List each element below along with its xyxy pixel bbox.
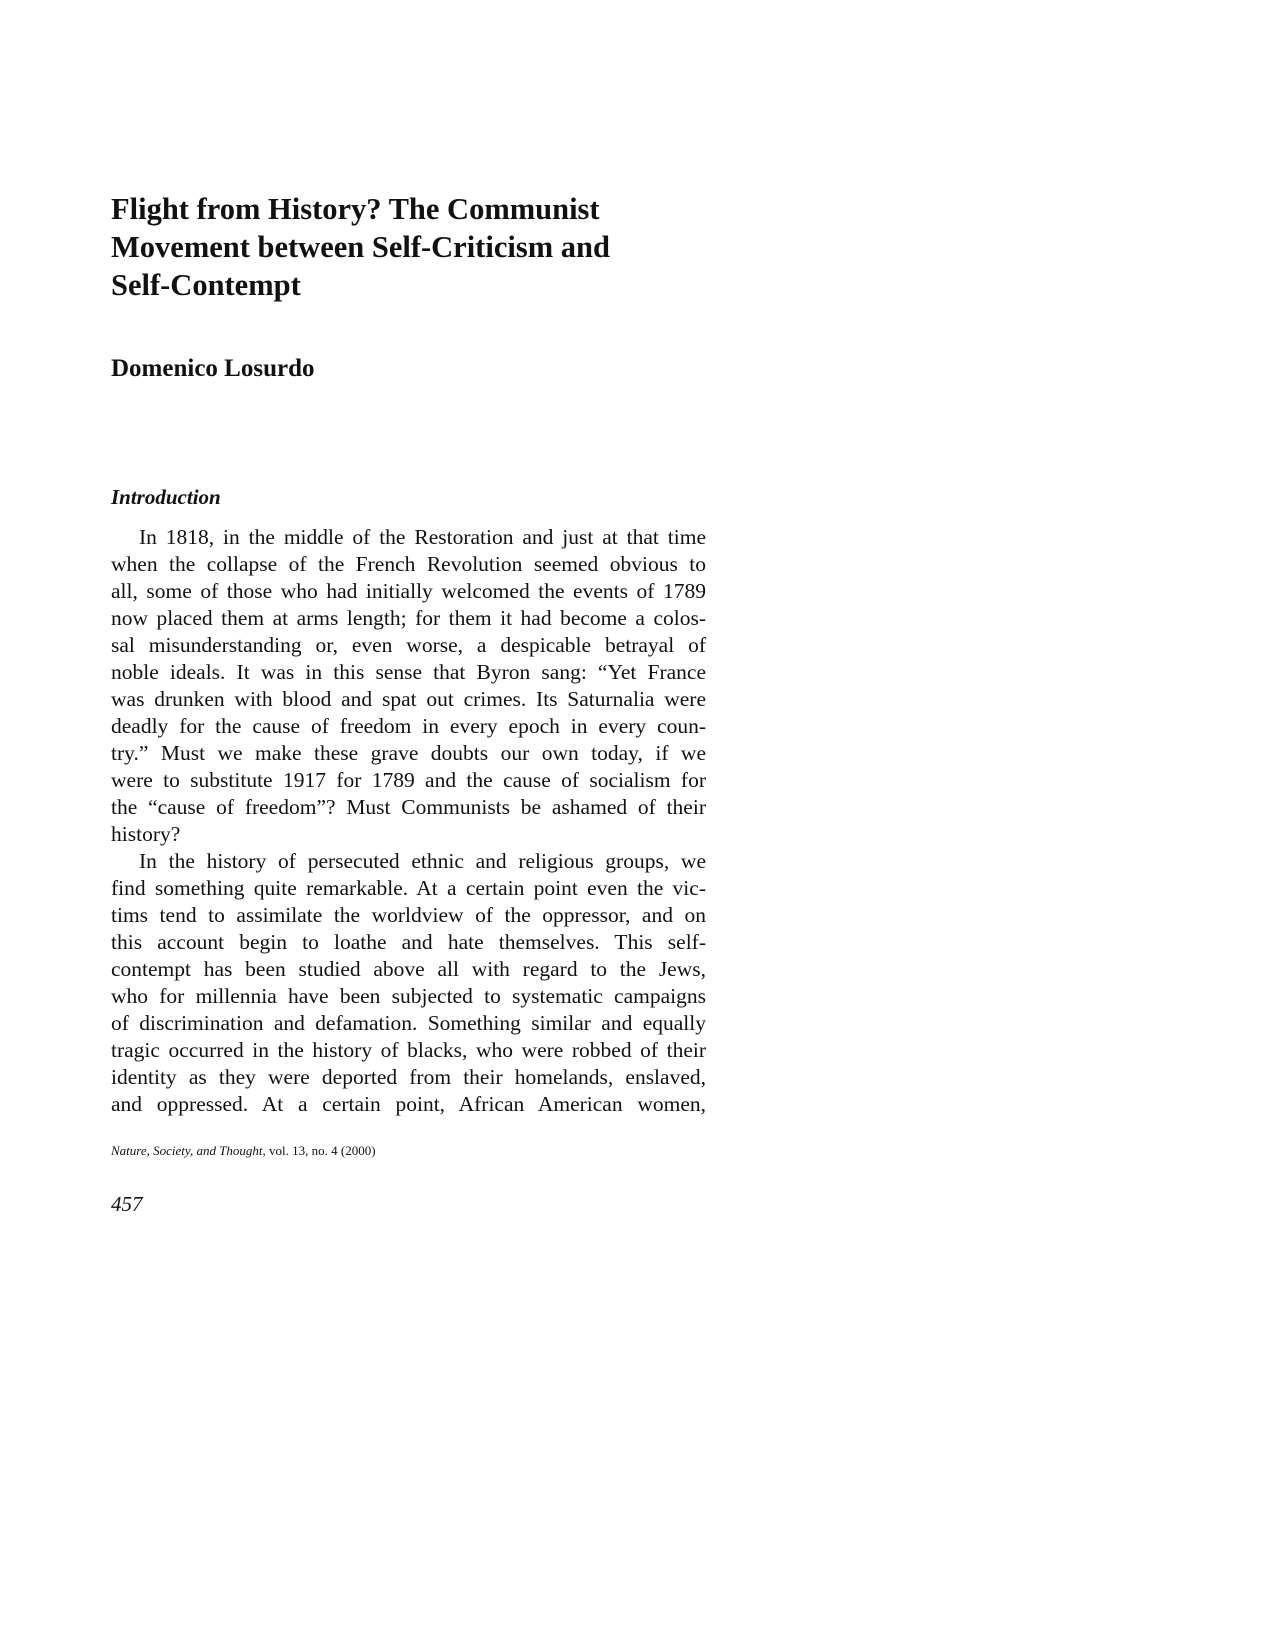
text-line: identity as they were deported from their homelands, enslaved, [111, 1065, 706, 1089]
article-body [111, 524, 706, 1118]
text-line: the “cause of freedom”? Must Communists be ashamed of their [111, 795, 706, 819]
text-line: tims tend to assimilate the worldview of the oppressor, and on [111, 903, 706, 927]
text-line: of discrimination and defamation. Something similar and equally [111, 1011, 706, 1035]
text-line: contempt has been studied above all with regard to the Jews, [111, 957, 706, 981]
page-number: 457 [111, 1192, 143, 1216]
title-line: Movement between Self-Criticism and [111, 230, 610, 264]
text-line: all, some of those who had initially welcomed the events of 1789 [111, 579, 706, 603]
section-heading: Introduction [111, 485, 221, 509]
text-line: was drunken with blood and spat out crimes. Its Saturnalia were [111, 687, 706, 711]
journal-name: Nature, Society, and Thought [111, 1143, 263, 1158]
text-line: history? [111, 822, 181, 846]
text-line: when the collapse of the French Revolution seemed obvious to [111, 552, 706, 576]
text-line: In the history of persecuted ethnic and religious groups, we [139, 849, 706, 873]
text-line: In 1818, in the middle of the Restoration and just at that time [139, 525, 706, 549]
text-line: and oppressed. At a certain point, African American women, [111, 1092, 706, 1116]
text-line: this account begin to loathe and hate themselves. This self- [111, 930, 706, 954]
journal-citation [111, 1143, 376, 1159]
text-line: tragic occurred in the history of blacks, who were robbed of their [111, 1038, 706, 1062]
text-line: noble ideals. It was in this sense that Byron sang: “Yet France [111, 660, 706, 684]
title-line: Flight from History? The Communist [111, 192, 600, 226]
text-line: were to substitute 1917 for 1789 and the cause of socialism for [111, 768, 706, 792]
paragraph [111, 524, 706, 848]
text-line: try.” Must we make these grave doubts our own today, if we [111, 741, 706, 765]
article-title [111, 190, 671, 304]
title-line: Self-Contempt [111, 268, 301, 302]
text-line: who for millennia have been subjected to systematic campaigns [111, 984, 706, 1008]
author-name: Domenico Losurdo [111, 355, 315, 382]
paragraph [111, 848, 706, 1118]
text-line: find something quite remarkable. At a certain point even the vic- [111, 876, 706, 900]
text-line: now placed them at arms length; for them it had become a colos- [111, 606, 706, 630]
journal-issue: , vol. 13, no. 4 (2000) [262, 1143, 376, 1158]
text-line: sal misunderstanding or, even worse, a despicable betrayal of [111, 633, 706, 657]
text-line: deadly for the cause of freedom in every epoch in every coun- [111, 714, 706, 738]
